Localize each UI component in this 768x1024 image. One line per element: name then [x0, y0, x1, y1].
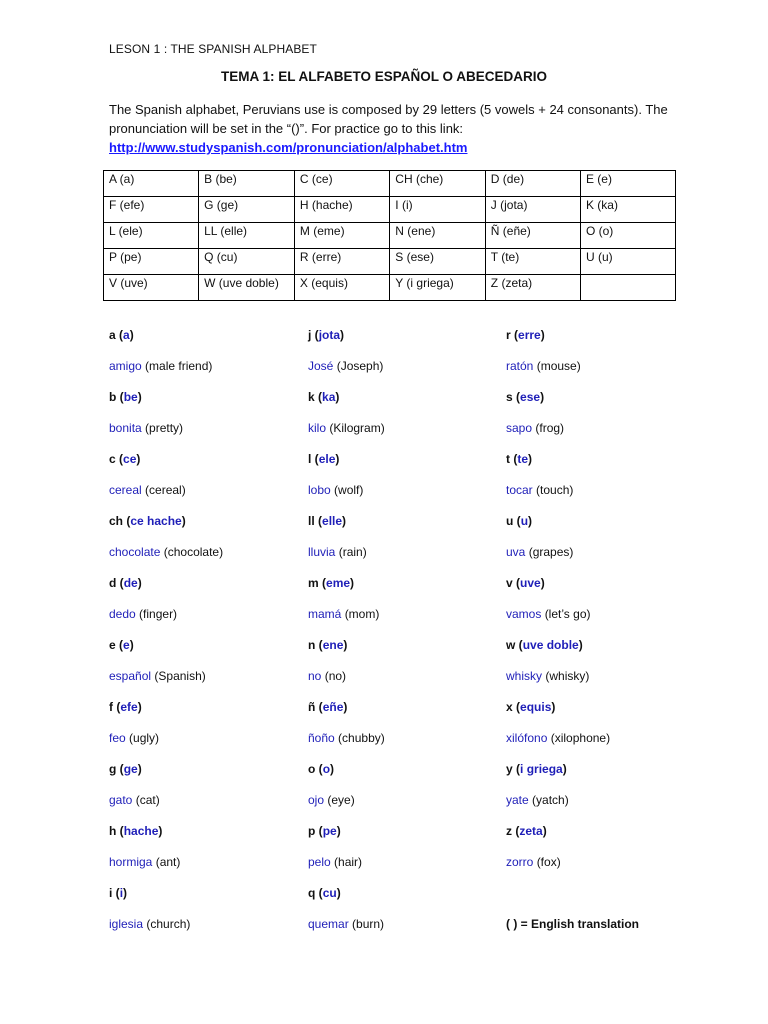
letter-symbol: ch [109, 514, 124, 528]
spanish-word: vamos [506, 607, 542, 621]
letter-name: a [123, 328, 130, 342]
example-word-entry [308, 417, 538, 448]
letter-name: uve doble [522, 638, 579, 652]
spanish-word: kilo [308, 421, 327, 435]
letter-symbol: w [506, 638, 516, 652]
letter-name: ene [322, 638, 344, 652]
spanish-word: feo [109, 731, 126, 745]
lesson-heading: LESON 1 : THE SPANISH ALPHABET [109, 42, 317, 56]
letter-entry: a (a) [109, 328, 134, 342]
alphabet-table-cell: O (o) [580, 223, 675, 249]
letter-name: i griega [520, 762, 563, 776]
english-meaning: (male friend) [145, 359, 213, 373]
english-meaning: (mouse) [536, 359, 581, 373]
example-word-entry [308, 789, 538, 820]
english-meaning: (mom) [344, 607, 380, 621]
spanish-word: pelo [308, 855, 331, 869]
spanish-word: yate [506, 793, 529, 807]
spanish-word: José [308, 359, 334, 373]
letter-entry: t (te) [506, 452, 533, 466]
letter-name: pe [322, 824, 337, 838]
letter-name: u [520, 514, 529, 528]
example-word-entry [308, 665, 538, 696]
letter-name: hache [123, 824, 159, 838]
alphabet-table-cell: L (ele) [104, 223, 199, 249]
letter-entry: z (zeta) [506, 824, 547, 838]
alphabet-table-cell: V (uve) [104, 275, 199, 301]
letter-name: elle [322, 514, 343, 528]
english-meaning: (let’s go) [544, 607, 591, 621]
letter-name: ge [123, 762, 138, 776]
spanish-word: chocolate [109, 545, 161, 559]
letter-entry: d (de) [109, 576, 142, 590]
example-word-entry [109, 727, 339, 758]
english-meaning: (Joseph) [336, 359, 384, 373]
alphabet-table-row [104, 197, 676, 223]
alphabet-table-cell: M (eme) [294, 223, 389, 249]
letter-entry: e (e) [109, 638, 134, 652]
alphabet-table-cell: J (jota) [485, 197, 580, 223]
spanish-word: mamá [308, 607, 342, 621]
letter-name: eñe [322, 700, 344, 714]
pronunciation-link[interactable]: http://www.studyspanish.com/pronunciation/alphabet.htm [109, 140, 468, 155]
spanish-word: lluvia [308, 545, 336, 559]
letter-name: equis [520, 700, 552, 714]
letter-name: uve [520, 576, 541, 590]
alphabet-table-cell: P (pe) [104, 249, 199, 275]
letter-name: ese [520, 390, 541, 404]
letter-entry: q (cu) [308, 886, 341, 900]
letter-entry: ñ (eñe) [308, 700, 348, 714]
letter-entry: o (o) [308, 762, 335, 776]
letter-symbol: i [109, 886, 113, 900]
spanish-word: no [308, 669, 322, 683]
spanish-word: sapo [506, 421, 533, 435]
example-word-entry [308, 851, 538, 882]
english-meaning: (cat) [135, 793, 160, 807]
letter-symbol: y [506, 762, 513, 776]
example-word-entry [506, 851, 736, 882]
alphabet-table-cell: S (ese) [390, 249, 485, 275]
letter-entry: i (i) [109, 886, 128, 900]
alphabet-table-cell: LL (elle) [199, 223, 295, 249]
example-word-entry [308, 727, 538, 758]
spanish-word: ojo [308, 793, 325, 807]
letter-name: erre [518, 328, 541, 342]
spanish-word: iglesia [109, 917, 144, 931]
spanish-word: bonita [109, 421, 142, 435]
english-meaning: (eye) [327, 793, 355, 807]
example-word-entry [308, 479, 538, 510]
spanish-word: español [109, 669, 152, 683]
intro-line-2: pronunciation will be set in the “()”. For practice go to this link: [109, 121, 464, 136]
letter-symbol: o [308, 762, 316, 776]
example-word-entry [506, 603, 736, 634]
letter-entry: n (ene) [308, 638, 348, 652]
alphabet-table-cell: R (erre) [294, 249, 389, 275]
alphabet-table-cell: Y (i griega) [390, 275, 485, 301]
intro-paragraph [109, 100, 669, 157]
letter-name: ele [318, 452, 336, 466]
spanish-word: ratón [506, 359, 534, 373]
english-meaning: (cereal) [145, 483, 186, 497]
letter-name: i [119, 886, 124, 900]
letter-entry: w (uve doble) [506, 638, 583, 652]
alphabet-table-cell: E (e) [580, 171, 675, 197]
letter-name: e [123, 638, 130, 652]
letter-symbol: g [109, 762, 117, 776]
letter-entry: b (be) [109, 390, 142, 404]
letter-entry: ll (elle) [308, 514, 347, 528]
example-word-entry [506, 727, 736, 758]
example-word-entry [308, 603, 538, 634]
translation-note: ( ) = English translation [506, 917, 640, 931]
example-word-entry [506, 355, 736, 386]
spanish-word: amigo [109, 359, 142, 373]
alphabet-table-cell: T (te) [485, 249, 580, 275]
letter-entry: r (erre) [506, 328, 545, 342]
example-word-entry [308, 913, 538, 944]
letter-entry: y (i griega) [506, 762, 567, 776]
english-meaning: (grapes) [528, 545, 574, 559]
letter-symbol: ñ [308, 700, 316, 714]
english-meaning: (finger) [139, 607, 178, 621]
spanish-word: tocar [506, 483, 533, 497]
letter-name: te [517, 452, 529, 466]
vocabulary-column-3 [506, 324, 736, 944]
english-meaning: (xilophone) [550, 731, 611, 745]
letter-name: efe [120, 700, 138, 714]
letter-entry: p (pe) [308, 824, 341, 838]
letter-symbol: a [109, 328, 116, 342]
english-meaning: (yatch) [532, 793, 569, 807]
letter-name: ce hache [130, 514, 182, 528]
english-meaning: (frog) [535, 421, 565, 435]
letter-name: jota [318, 328, 341, 342]
alphabet-table-cell: D (de) [485, 171, 580, 197]
letter-name: zeta [519, 824, 543, 838]
example-word-entry [109, 479, 339, 510]
alphabet-table-cell: N (ene) [390, 223, 485, 249]
letter-symbol: n [308, 638, 316, 652]
english-meaning: (wolf) [334, 483, 364, 497]
alphabet-table-cell: G (ge) [199, 197, 295, 223]
letter-entry: k (ka) [308, 390, 340, 404]
intro-line-1: The Spanish alphabet, Peruvians use is composed by 29 letters (5 vowels + 24 consonants). The [109, 102, 668, 117]
spanish-word: whisky [506, 669, 543, 683]
english-meaning: (church) [146, 917, 191, 931]
letter-symbol: q [308, 886, 316, 900]
example-word-entry [109, 417, 339, 448]
letter-entry: c (ce) [109, 452, 141, 466]
letter-entry: v (uve) [506, 576, 545, 590]
spanish-word: dedo [109, 607, 136, 621]
letter-name: ce [123, 452, 137, 466]
example-word-entry [109, 851, 339, 882]
alphabet-table-cell: Q (cu) [199, 249, 295, 275]
letter-symbol: c [109, 452, 116, 466]
letter-entry: f (efe) [109, 700, 142, 714]
alphabet-table-cell: B (be) [199, 171, 295, 197]
letter-name: ka [322, 390, 336, 404]
english-meaning: (chocolate) [163, 545, 224, 559]
letter-entry: u (u) [506, 514, 533, 528]
letter-entry: l (ele) [308, 452, 340, 466]
letter-symbol: f [109, 700, 113, 714]
letter-entry: h (hache) [109, 824, 163, 838]
english-meaning: (chubby) [338, 731, 385, 745]
english-meaning: (burn) [352, 917, 385, 931]
letter-symbol: k [308, 390, 315, 404]
letter-entry: j (jota) [308, 328, 345, 342]
example-word-entry [506, 417, 736, 448]
alphabet-table-cell: H (hache) [294, 197, 389, 223]
empty-entry [506, 882, 736, 913]
spanish-word: hormiga [109, 855, 153, 869]
letter-symbol: s [506, 390, 513, 404]
alphabet-table-cell: Ñ (eñe) [485, 223, 580, 249]
example-word-entry [109, 665, 339, 696]
spanish-word: lobo [308, 483, 331, 497]
letter-name: cu [322, 886, 337, 900]
vocabulary-column-2 [308, 324, 541, 944]
example-word-entry [109, 541, 339, 572]
example-word-entry [109, 603, 342, 634]
letter-symbol: b [109, 390, 117, 404]
letter-symbol: v [506, 576, 513, 590]
alphabet-table-cell: K (ka) [580, 197, 675, 223]
alphabet-table-cell: C (ce) [294, 171, 389, 197]
page-title: TEMA 1: EL ALFABETO ESPAÑOL O ABECEDARIO [220, 69, 548, 84]
letter-symbol: t [506, 452, 510, 466]
example-word-entry [308, 355, 538, 386]
english-meaning: (ugly) [129, 731, 160, 745]
spanish-word: ñoño [308, 731, 335, 745]
letter-symbol: ll [308, 514, 315, 528]
letter-entry: m (eme) [308, 576, 355, 590]
letter-name: eme [326, 576, 351, 590]
alphabet-table-cell: F (efe) [104, 197, 199, 223]
letter-symbol: e [109, 638, 116, 652]
example-word-entry [109, 355, 339, 386]
english-meaning: (rain) [338, 545, 367, 559]
letter-name: de [123, 576, 138, 590]
letter-entry: ch (ce hache) [109, 514, 186, 528]
letter-symbol: z [506, 824, 512, 838]
alphabet-table-cell: X (equis) [294, 275, 389, 301]
letter-entry: s (ese) [506, 390, 545, 404]
alphabet-table-cell: A (a) [104, 171, 199, 197]
english-meaning: (hair) [334, 855, 363, 869]
letter-symbol: j [308, 328, 312, 342]
alphabet-table-cell: W (uve doble) [199, 275, 295, 301]
spanish-word: zorro [506, 855, 534, 869]
english-meaning: (pretty) [145, 421, 184, 435]
alphabet-table-cell: Z (zeta) [485, 275, 580, 301]
example-word-entry [308, 541, 538, 572]
letter-symbol: p [308, 824, 316, 838]
example-word-entry [506, 479, 736, 510]
alphabet-table-cell [580, 275, 675, 301]
example-word-entry [109, 913, 339, 944]
example-word-entry [506, 541, 736, 572]
alphabet-table-row [104, 275, 676, 301]
letter-entry: g (ge) [109, 762, 142, 776]
example-word-entry [506, 665, 736, 696]
letter-symbol: d [109, 576, 117, 590]
letter-name: o [322, 762, 331, 776]
english-meaning: (touch) [536, 483, 574, 497]
alphabet-table-cell: U (u) [580, 249, 675, 275]
english-meaning: (Spanish) [154, 669, 206, 683]
english-meaning: (fox) [536, 855, 561, 869]
letter-symbol: u [506, 514, 514, 528]
english-meaning: (ant) [155, 855, 181, 869]
spanish-word: cereal [109, 483, 142, 497]
letter-symbol: m [308, 576, 319, 590]
english-meaning: (Kilogram) [329, 421, 385, 435]
spanish-word: xilófono [506, 731, 548, 745]
example-word-entry [109, 789, 339, 820]
alphabet-table-row [104, 249, 676, 275]
english-meaning: (whisky) [545, 669, 590, 683]
example-word-entry [506, 789, 736, 820]
letter-symbol: l [308, 452, 312, 466]
alphabet-table-row [104, 171, 676, 197]
spanish-word: quemar [308, 917, 349, 931]
letter-symbol: x [506, 700, 513, 714]
alphabet-table-cell: I (i) [390, 197, 485, 223]
alphabet-table-cell: CH (che) [390, 171, 485, 197]
alphabet-table [103, 170, 676, 301]
letter-entry: x (equis) [506, 700, 556, 714]
spanish-word: uva [506, 545, 526, 559]
english-meaning: (no) [324, 669, 347, 683]
letter-symbol: r [506, 328, 511, 342]
spanish-word: gato [109, 793, 133, 807]
letter-symbol: h [109, 824, 117, 838]
letter-name: be [123, 390, 138, 404]
alphabet-table-row [104, 223, 676, 249]
